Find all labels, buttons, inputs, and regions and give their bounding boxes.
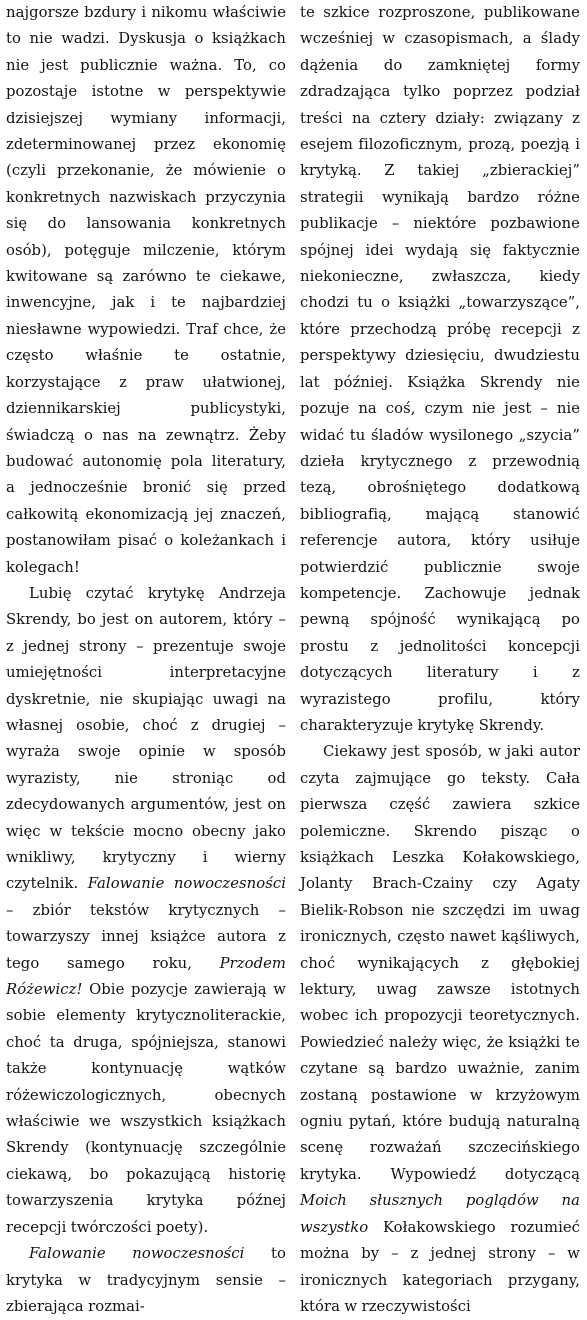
book-title-falowanie: Falowanie nowoczesności (87, 875, 286, 893)
book-title-przodem-rozewicz: Przodem Różewicz! (6, 954, 286, 999)
paragraph-text: to krytyka w tradycyjnym sensie – zbierająca rozmai- (6, 1245, 286, 1315)
paragraph-text: Lubię czytać krytykę Andrzeja Skrendy, bo jest on autorem, który – z jednej strony – prezentuje swoje umiejętności interpretacyjne dyskretnie, nie skupiając uwagi na własnej osobie, choć z drugiej – wyraża swoje opinie w sposób wyrazisty, nie stroniąc od zdecydowanych argumentów, jest on więc w tekście mocno obecny jako wnikliwy, krytyczny i wierny czytelnik. (6, 584, 286, 893)
left-column (6, 0, 286, 1315)
paragraph-text: te szkice rozproszone, publikowane wcześniej w czasopismach, a ślady dążenia do zamkniętej formy zdradzająca tylko poprzez podział treści na cztery działy: związany z esejem filozoficznym, prozą, poezją i krytyką. Z takiej „zbierackiej” strategii wynikają bardzo różne publikacje – niektóre pozbawione spójnej idei wydają się faktycznie niekonieczne, zwłaszcza, kiedy chodzi tu o książki „towarzyszące”, które przechodzą próbę recepcji z perspektywy dziesięciu, dwudziestu lat później. Książka Skrendy nie pozuje na coś, czym nie jest – nie widać tu śladów wysilonego „szycia” dzieła krytycznego z przewodnią tezą, obrośniętego dodatkową bibliografią, mającą stanowić referencje autora, który usiłuje potwierdzić publicznie swoje kompetencje. Zachowuje jednak pewną spójność wynikającą po prostu z jednolitości koncepcji dotyczących literatury i z wyrazistego profilu, który charakteryzuje krytykę Skrendy. (300, 4, 580, 734)
paragraph-text: Ciekawy jest sposób, w jaki autor czyta zajmujące go teksty. Cała pierwsza część zawiera szkice polemiczne. Skrendo pisząc o książkach Leszka Kołakowskiego, Jolanty Brach-Czainy czy Agaty Bielik-Robson nie szczędzi im uwag ironicznych, często nawet kąśliwych, choć wynikających z głębokiej lektury, uwag zawsze istotnych wobec ich propozycji teoretycznych. Powiedzieć należy więc, że książki te czytane są bardzo uważnie, zanim zostaną postawione w krzyżowym ogniu pytań, które budują naturalną scenę rozważań szczecińskiego krytyka. Wypowiedź dotyczącą (300, 743, 580, 1183)
paragraph-text: – zbiór tekstów krytycznych – towarzyszy innej książce autora z tego samego roku, (6, 901, 286, 972)
paragraph-right-1 (300, 0, 580, 739)
book-title-falowanie: Falowanie nowoczesności (29, 1245, 245, 1263)
paragraph-left-2 (6, 581, 286, 1241)
book-title-moich-slusznych: Moich słusznych poglądów na wszystko (300, 1192, 580, 1236)
paragraph-left-1 (6, 0, 286, 581)
paragraph-text: Obie pozycje zawierają w sobie elementy krytycznoliterackie, choć ta druga, spójniejsza, stanowi także kontynuację wątków różewiczologicznych, obecnych właściwie we wszystkich książkach Skrendy (kontynuację szczególnie ciekawą, bo pokazującą historię towarzyszenia krytyka późnej recepcji twórczości poety). (6, 981, 286, 1236)
paragraph-left-3 (6, 1241, 286, 1320)
paragraph-text: najgorsze bzdury i nikomu właściwie to nie wadzi. Dyskusja o książkach nie jest publicznie ważna. To, co pozostaje istotne w perspektywie dzisiejszej wymiany informacji, zdeterminowanej przez ekonomię (czyli przekonanie, że mówienie o konkretnych nazwiskach przyczynia się do lansowania konkretnych osób), potęguje milczenie, którym kwitowane są zarówno te ciekawe, inwencyjne, jak i te najbardziej niesławne wypowiedzi. Traf chce, że często właśnie te ostatnie, korzystające z praw ułatwionej, dziennikarskiej publicystyki, świadczą o nas na zewnątrz. Żeby budować autonomię pola literatury, a jednocześnie bronić się przed całkowitą ekonomizacją jej znaczeń, postanowiłam pisać o koleżankach i kolegach! (6, 4, 286, 576)
paragraph-right-2 (300, 739, 580, 1320)
paragraph-text: Kołakowskiego rozumieć można by – z jednej strony – w ironicznych kategoriach przygany, która w rzeczywistości (300, 1218, 580, 1315)
right-column (300, 0, 580, 1315)
